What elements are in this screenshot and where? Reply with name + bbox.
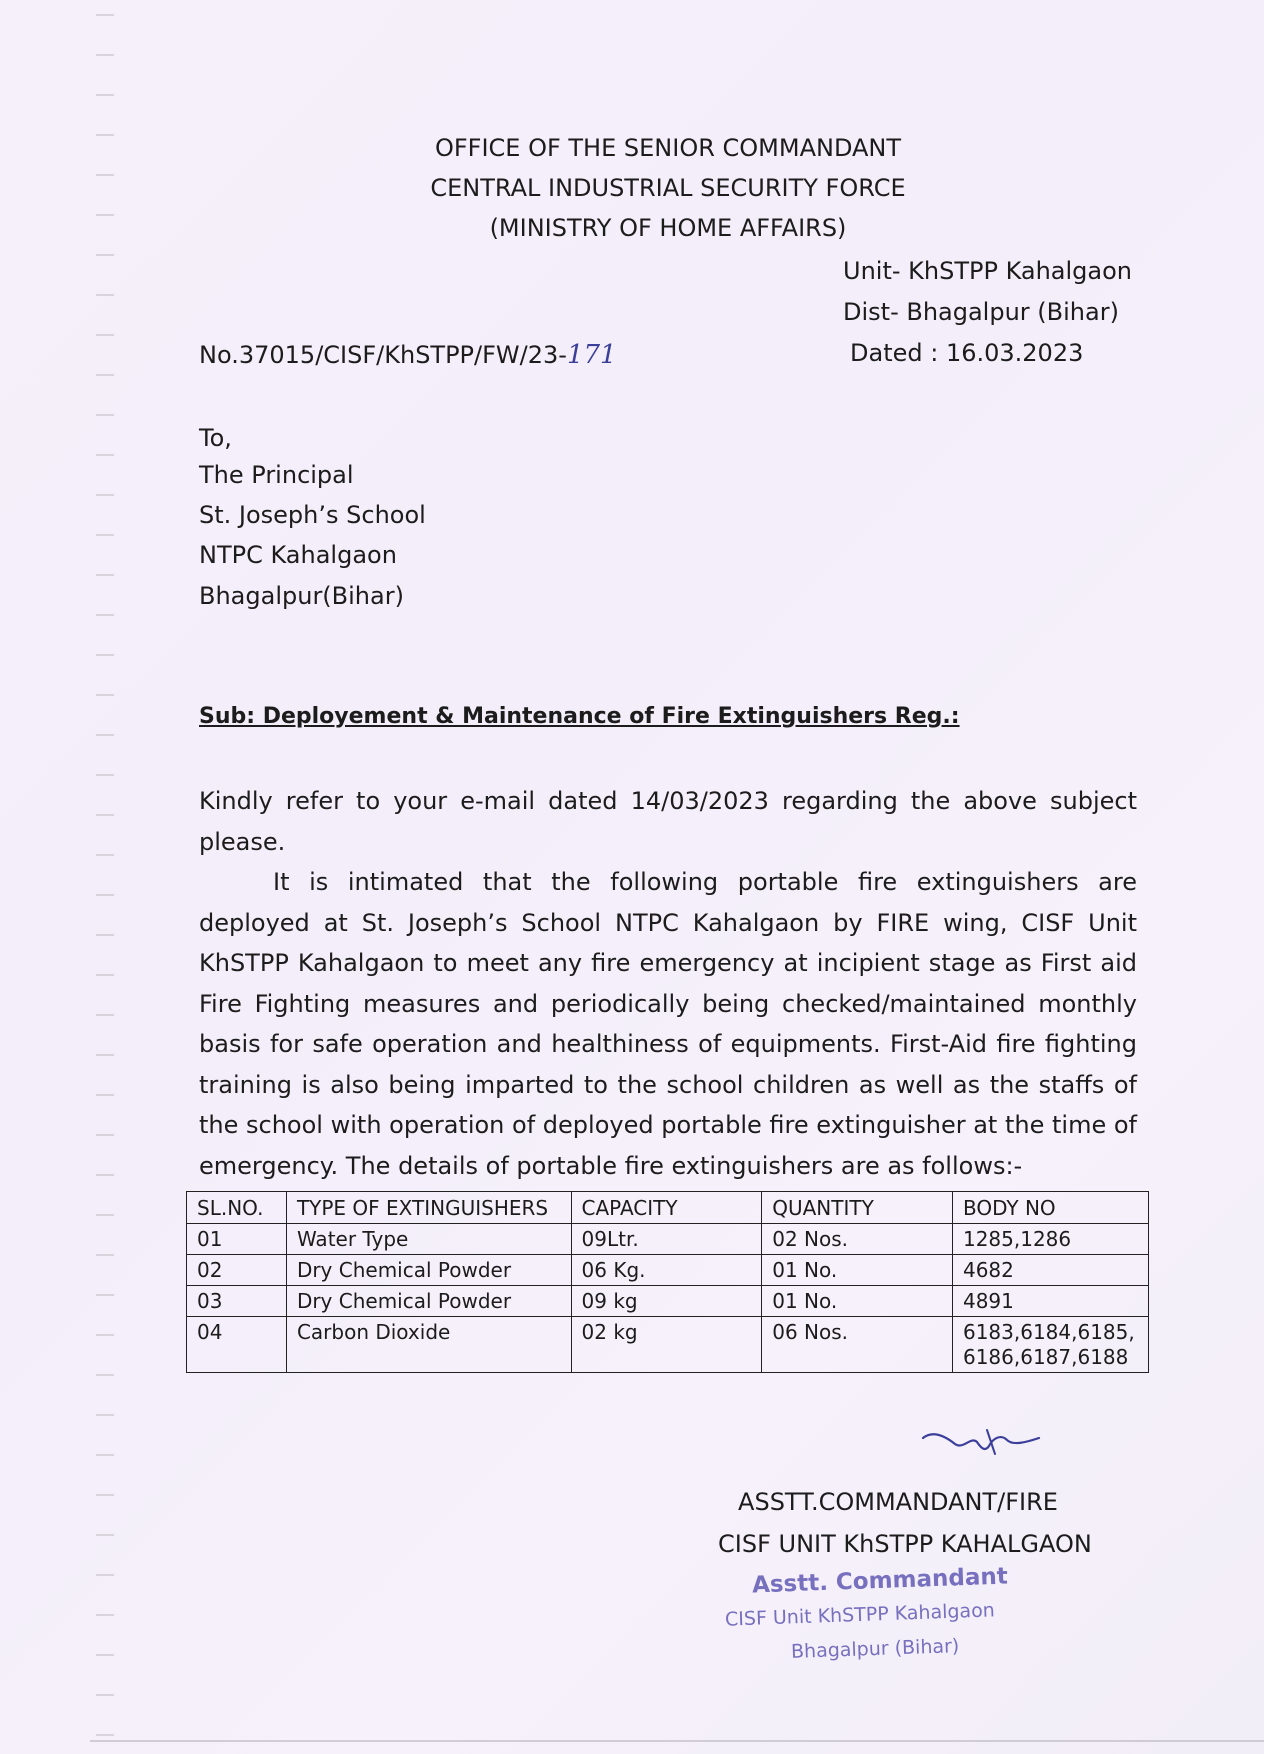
cell-type: Carbon Dioxide bbox=[286, 1317, 571, 1373]
reference-number bbox=[199, 342, 617, 368]
cell-capacity: 09 kg bbox=[571, 1286, 762, 1317]
cell-quantity: 06 Nos. bbox=[762, 1317, 953, 1373]
header-body-no: BODY NO bbox=[952, 1192, 1148, 1224]
cell-sl-no: 02 bbox=[187, 1255, 287, 1286]
addressee-line-2: St. Joseph’s School bbox=[199, 501, 426, 529]
cell-sl-no: 01 bbox=[187, 1224, 287, 1255]
designation-line-1: ASSTT.COMMANDANT/FIRE bbox=[738, 1488, 1058, 1516]
cell-body-no: 4682 bbox=[952, 1255, 1148, 1286]
header-sl-no: SL.NO. bbox=[187, 1192, 287, 1224]
stamp-line-1: Asstt. Commandant bbox=[751, 1563, 1009, 1599]
addressee-to: To, bbox=[199, 424, 232, 452]
stamp-line-3: Bhagalpur (Bihar) bbox=[790, 1635, 960, 1663]
cell-capacity: 02 kg bbox=[571, 1317, 762, 1373]
letter-body bbox=[199, 781, 1137, 1186]
body-paragraph-1: Kindly refer to your e-mail dated 14/03/2023 regarding the above subject please. bbox=[199, 787, 1137, 856]
table-header-row bbox=[187, 1192, 1149, 1224]
cell-body-no: 4891 bbox=[952, 1286, 1148, 1317]
cell-type: Dry Chemical Powder bbox=[286, 1255, 571, 1286]
handwritten-ref-suffix: 171 bbox=[566, 340, 617, 370]
cell-sl-no: 03 bbox=[187, 1286, 287, 1317]
table-row bbox=[187, 1286, 1149, 1317]
reference-number-text: No.37015/CISF/KhSTPP/FW/23- bbox=[199, 341, 567, 369]
unit-line: Unit- KhSTPP Kahalgaon bbox=[843, 257, 1133, 285]
cell-sl-no: 04 bbox=[187, 1317, 287, 1373]
dated-line: Dated : 16.03.2023 bbox=[850, 339, 1084, 367]
cell-type: Dry Chemical Powder bbox=[286, 1286, 571, 1317]
signature-mark bbox=[915, 1416, 1045, 1466]
header-capacity: CAPACITY bbox=[571, 1192, 762, 1224]
cell-body-no: 6183,6184,6185, 6186,6187,6188 bbox=[952, 1317, 1148, 1373]
header-quantity: QUANTITY bbox=[762, 1192, 953, 1224]
cell-body-no: 1285,1286 bbox=[952, 1224, 1148, 1255]
scan-bottom-edge bbox=[90, 1740, 1264, 1742]
scan-edge bbox=[96, 0, 114, 1754]
designation-line-2: CISF UNIT KhSTPP KAHALGAON bbox=[718, 1530, 1092, 1558]
table-row bbox=[187, 1317, 1149, 1373]
stamp-line-2: CISF Unit KhSTPP Kahalgaon bbox=[724, 1599, 996, 1631]
district-line: Dist- Bhagalpur (Bihar) bbox=[843, 298, 1119, 326]
body-paragraph-2: It is intimated that the following portable fire extinguishers are deployed at St. Joseph’s School NTPC Kahalgaon by FIRE wing, CISF Unit KhSTPP Kahalgaon to meet any fire emergency at incipient stage as First aid Fire Fighting measures and periodically being checked/maintained monthly basis for safe operation and healthiness of equipments. First-Aid fire fighting training is also being imparted to the school children as well as the staffs of the school with operation of deployed portable fire extinguisher at the time of emergency. The details of portable fire extinguishers are as follows:- bbox=[199, 868, 1137, 1180]
office-title: OFFICE OF THE SENIOR COMMANDANT bbox=[434, 134, 902, 162]
cell-capacity: 09Ltr. bbox=[571, 1224, 762, 1255]
ministry-title: (MINISTRY OF HOME AFFAIRS) bbox=[489, 214, 847, 242]
cell-quantity: 02 Nos. bbox=[762, 1224, 953, 1255]
force-title: CENTRAL INDUSTRIAL SECURITY FORCE bbox=[430, 174, 906, 202]
table-row bbox=[187, 1224, 1149, 1255]
cell-type: Water Type bbox=[286, 1224, 571, 1255]
extinguisher-table bbox=[186, 1191, 1149, 1373]
cell-quantity: 01 No. bbox=[762, 1255, 953, 1286]
addressee-line-1: The Principal bbox=[199, 461, 354, 489]
addressee-line-4: Bhagalpur(Bihar) bbox=[199, 582, 404, 610]
cell-capacity: 06 Kg. bbox=[571, 1255, 762, 1286]
header-type: TYPE OF EXTINGUISHERS bbox=[286, 1192, 571, 1224]
addressee-line-3: NTPC Kahalgaon bbox=[199, 541, 397, 569]
table-row bbox=[187, 1255, 1149, 1286]
cell-quantity: 01 No. bbox=[762, 1286, 953, 1317]
subject-line: Sub: Deployement & Maintenance of Fire Extinguishers Reg.: bbox=[199, 704, 960, 729]
